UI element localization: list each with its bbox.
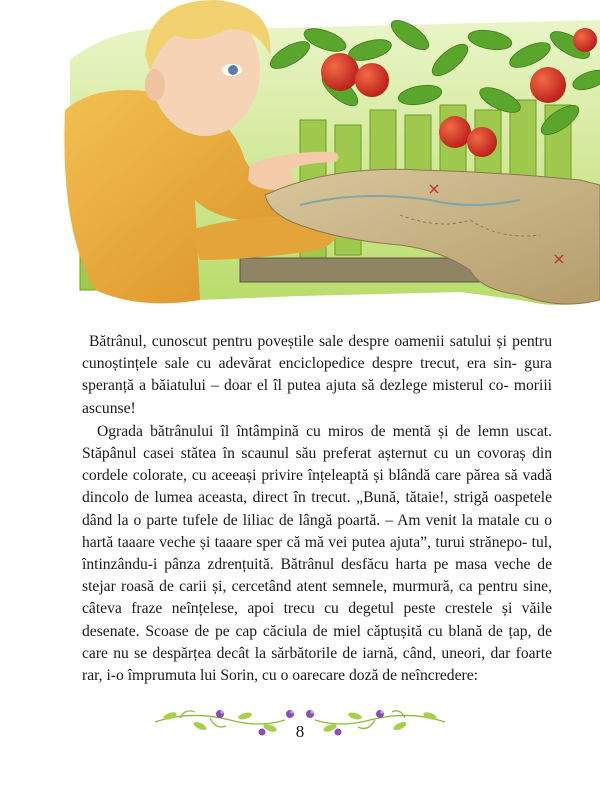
text-line: gura speranță a băiatului – doar el îl putea ajuta să dezlege misterul co-	[82, 355, 552, 395]
text-line: pentru cunoștințele sale cu adevărat enciclopedice despre trecut, era sin-	[82, 333, 552, 373]
text-line: țap, de care nu se despărțea decât la sărbătorile de iarnă, când, uneori,	[82, 622, 552, 662]
text-line: Ograda bătrânului îl întâmpină cu miros de mentă și de lemn uscat.	[97, 422, 552, 440]
text-line: Stăpânul casei stătea în scaunul său preferat așternut cu un covoraș din	[82, 445, 552, 463]
text-line: dincolo de lumea aceasta, direct în trecut. „Bună, tătaie!, strigă oaspetele	[82, 489, 552, 507]
text-line: cordele colorate, cu aceeași privire înțeleaptă și blândă care părea să vadă	[82, 467, 552, 485]
text-line: dând la o parte tufele de liliac de lângă poartă. – Am venit la matale cu	[82, 511, 545, 529]
text-line: și văile desenate. Scoase de pe cap căciula de miel căptușită cu blană de	[82, 600, 552, 640]
text-line: moriii ascunse!	[82, 377, 552, 417]
text-line: tul, întinzându-i pânza zdrențuită. Bătrânul desfăcu harta pe masa	[82, 533, 552, 574]
text-line: veche de stejar roasă de carii și, cercetând atent semnele, murmură, ca	[82, 556, 552, 596]
page-number: 8	[295, 722, 305, 741]
text-line: o hartă taaare veche și taaare sper că mă vei putea ajuta”, turui strănepo-	[82, 511, 552, 551]
text-line: dar foarte rar, i-o împrumuta lui Sorin, cu o oarecare doză de neîncredere:	[82, 644, 552, 685]
paragraph-2	[82, 421, 552, 687]
text-line: Bătrânul, cunoscut pentru poveștile sale despre oamenii satului și	[89, 333, 513, 350]
paragraph-1	[82, 331, 552, 420]
boy-with-map-illustration	[0, 0, 600, 320]
text-line: pentru sine, câteva fraze neînțelese, apoi trecu cu degetul peste crestele	[82, 578, 552, 618]
story-text	[82, 331, 552, 687]
wooden-table	[240, 258, 480, 282]
